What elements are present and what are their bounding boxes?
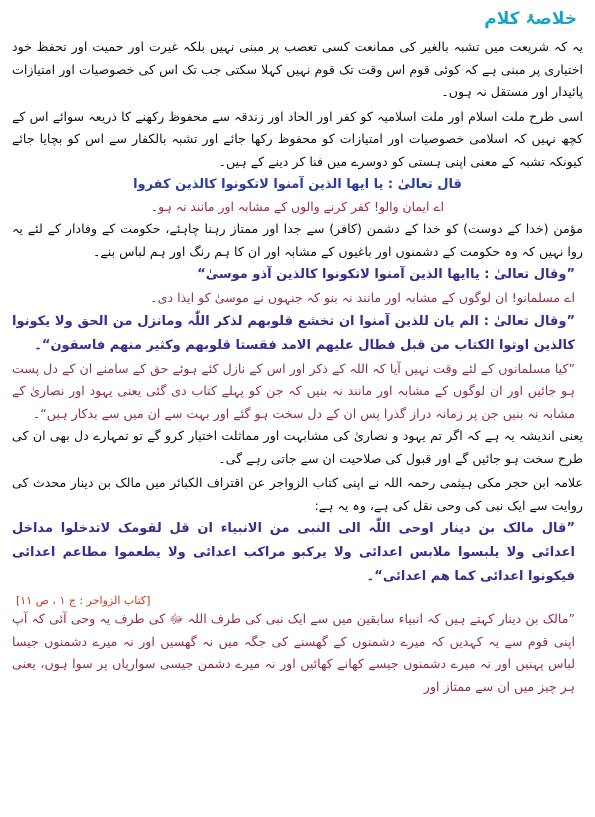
hadith-arabic: ”قال مالک بن دینار اوحی اللّٰہ الی النبی من الانبیاء ان قل لقومک لاتدخلوا مداخل اعدائی ولا یلبسوا ملابس اعدائی ولا یرکبو مراکب اعدائی ولا یطعموا مطاعم اعدائی فیکونوا اعدائی کما ھم اعدائی“۔ <box>12 521 575 584</box>
verse-3-urdu: ”کیا مسلمانوں کے لئے وقت نہیں آیا کہ اللہ کے ذکر اور اس کے نازل کئے ہوئے حق کے سامنے ان کے دل پست ہو جائیں اور ان لوگوں کے مشابہ اور مانند نہ بنیں کہ جن کو پہلے کتاب دی گئی یعنی یہود اور نصاریٰ کے مشابہ نہ بنیں جن پر زمانہ دراز گذرا پس ان کے دل سخت ہو گئے اور بہت سے ان میں سے بدکار ہیں“۔ <box>12 360 575 421</box>
paragraph-millat: اسی طرح ملت اسلام اور ملت اسلامیہ کو کفر اور الحاد اور زندقہ سے محفوظ رکھنے کا ذریعہ سوائے اس کے کچھ نہیں کہ اسلامی خصوصیات اور امتیازات کو محفوظ رکھا جائے اور تشبہ بالکفار سے اس کو بچایا جائے کیونکہ تشبہ کے معنی اپنی ہستی کو دوسرے میں فنا کر دینے کے ہیں۔ <box>12 108 583 169</box>
verse-3-arabic: ”وقال تعالیٰ : الم یان للذین آمنوا ان تخشع قلوبھم لذکر اللّٰہ ومانزل من الحق ولا یکونوا کالذین اوتوا الکتاب من قبل فطال علیھم الامد فقستا قلوبھم وکثیر منھم فاسقون“۔ <box>12 313 575 353</box>
hadith-reference: [کتاب الزواجر : ج ۱ ، ص ۱۱] <box>16 594 151 607</box>
paragraph-ibn-hajar: علامہ ابن حجر مکی ہیثمی رحمہ اللہ نے اپنی کتاب الزواجر عن اقتراف الکبائر میں مالک بن دینار محدث کی روایت سے ایک نبی کی وحی نقل کی ہے، وہ یہ ہے: <box>12 475 583 513</box>
paragraph-intro: یہ کہ شریعت میں تشبہ بالغیر کی ممانعت کسی تعصب پر مبنی نہیں بلکہ غیرت اور حمیت اور تحفظ خود اختیاری پر مبنی ہے کہ کوئی قوم اس وقت تک قوم نہیں کہلا سکتی جب تک اس کی خصوصیات اور امتیازات پائیدار اور مستقل نہ ہوں۔ <box>12 39 583 99</box>
hadith-reference-line <box>12 589 583 608</box>
verse-1-urdu: اے ایمان والو! کفر کرنے والوں کے مشابہ اور مانند نہ ہو۔ <box>150 199 445 214</box>
page-title: خلاصۂ کلام <box>484 9 577 29</box>
paragraph-explanation: یعنی اندیشہ یہ ہے کہ اگر تم یہود و نصاریٰ کی مشابہت اور مماثلت اختیار کرو گے تو تمہارے دل بھی ان کی طرح سخت ہو جائیں گے اور قبول کی صلاحیت ان سے جاتی رہے گی۔ <box>12 428 583 466</box>
paragraph-momin: مؤمن (خدا کے دوست) کو خدا کے دشمن (کافر) سے جدا اور ممتاز رہنا چاہئے، حکومت کے وفادار کے لئے یہ روا نہیں کہ وہ حکومت کے دشمنوں اور باغیوں کے مشابہ اور ان کا ہم رنگ اور ہم لباس بنے۔ <box>12 221 583 259</box>
verse-2-urdu: اے مسلمانو! ان لوگوں کے مشابہ اور مانند نہ بنو کہ جنہوں نے موسیٰ کو ایذا دی۔ <box>150 290 575 305</box>
verse-2-arabic: ”وقال تعالیٰ : یاایھا الذین آمنوا لاتکونوا کالذین آذو موسیٰ“ <box>197 267 575 282</box>
hadith-urdu: ”مالک بن دینار کہتے ہیں کہ انبیاء سابقین میں سے ایک نبی کی طرف اللہ ﷻ کی طرف یہ وحی آئی کہ آپ اپنی قوم سے یہ کہدیں کہ میرے دشمنوں کے گھسنے کی جگہ میں نہ گھسیں اور نہ میرے دشمنوں جیسا لباس پہنیں اور نہ میرے دشمنوں جیسے کھانے کھائیں اور نہ میرے دشمن جیسی سواریاں پر سوا ہوں، یعنی ہر چیز میں ان سے ممتاز اور <box>12 611 575 694</box>
verse-1-arabic: قال تعالیٰ : یا ایھا الذین آمنوا لاتکونوا کالذین کفروا <box>133 177 462 192</box>
